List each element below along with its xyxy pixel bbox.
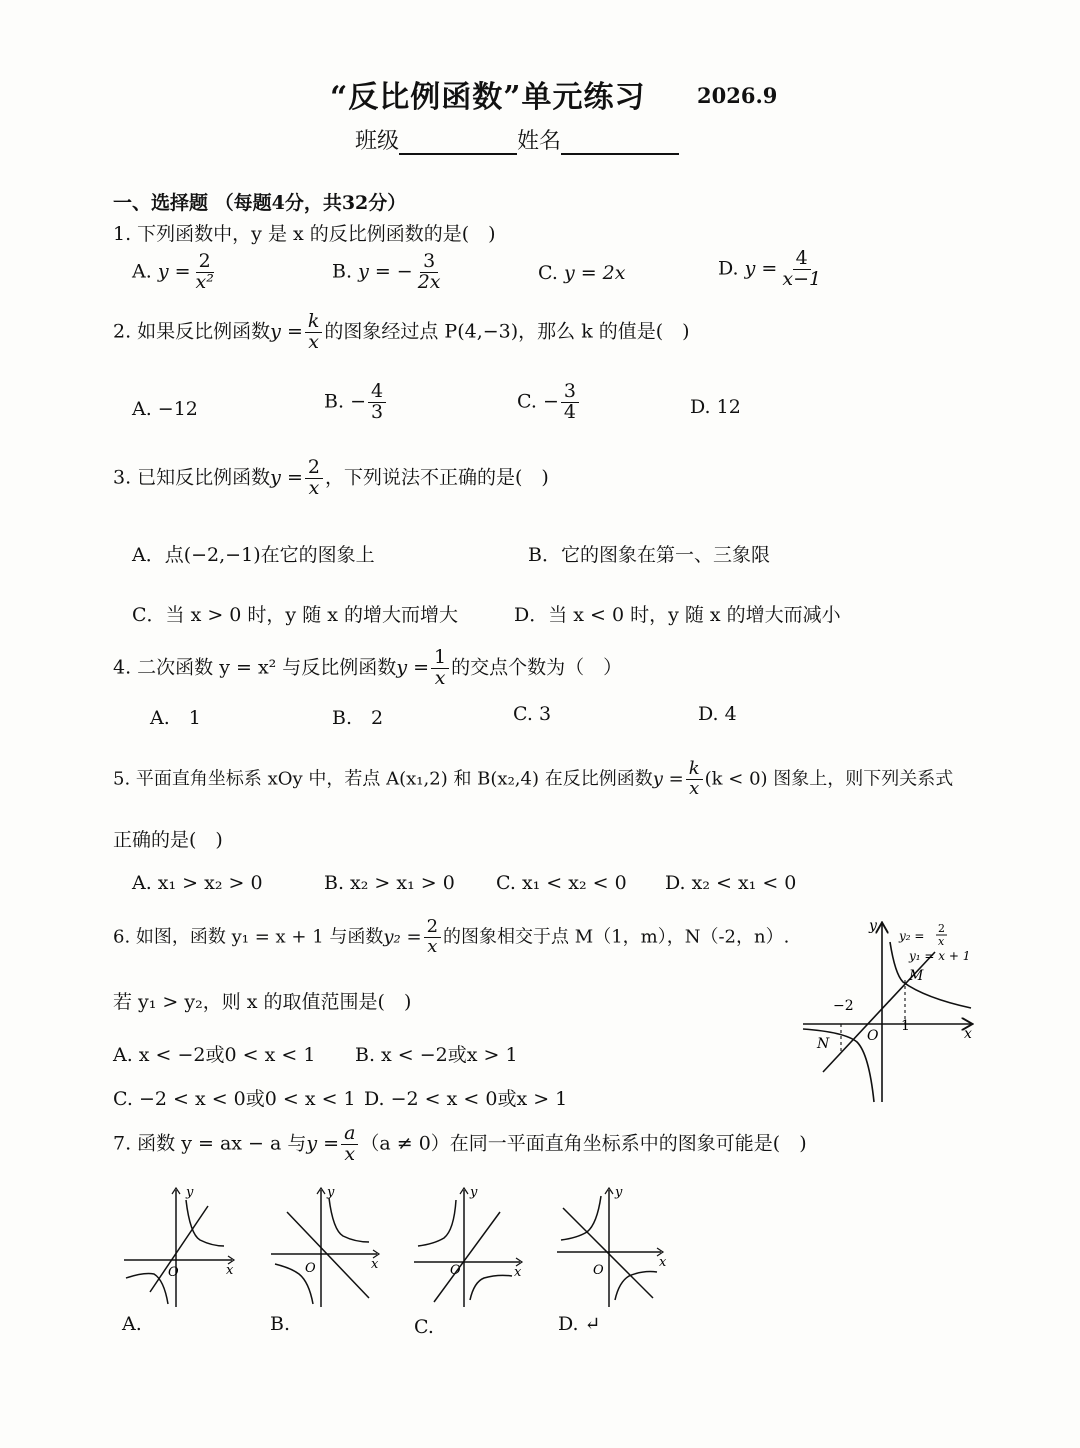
- q7-option-c[interactable]: C.: [414, 1316, 434, 1338]
- q1-option-d: D. y = $\frac{4}{x-1}$: [718, 247, 822, 290]
- svg-text:y: y: [470, 1185, 478, 1200]
- q3-stem: 3. 已知反比例函数y = $\frac{2}{x}$ ，下列说法不正确的是( ): [113, 456, 549, 499]
- q4-stem: 4. 二次函数 y = x² 与反比例函数y = $\frac{1}{x}$ 的交点个数为（ ）: [113, 646, 623, 689]
- q3-option-c: C．当 x > 0 时，y 随 x 的增大而增大: [132, 604, 458, 626]
- q7-graph-d: [553, 1182, 673, 1312]
- q4-option-a: A. 1: [150, 707, 201, 729]
- q2-option-c: C. − $\frac{3}{4}$: [517, 382, 581, 423]
- point-m-label: M: [909, 968, 924, 984]
- class-blank[interactable]: [399, 131, 517, 155]
- q2-stem: 2. 如果反比例函数y = $\frac{k}{x}$ 的图象经过点 P(4,−3)，那么 k 的值是( ): [113, 310, 690, 353]
- q6-option-d: D. −2 < x < 0或x > 1: [364, 1088, 568, 1110]
- origin-label: O: [867, 1028, 879, 1044]
- y-axis-label: y: [869, 918, 877, 934]
- svg-text:O: O: [450, 1263, 461, 1278]
- y2-den: x: [938, 935, 945, 948]
- q7-stem: 7. 函数 y = ax − a 与y = $\frac{a}{x}$ （a ≠ 0）在同一平面直角坐标系中的图象可能是( ): [113, 1122, 807, 1165]
- q1-option-a: A. y = $\frac{2}{\text{x²}}$: [132, 250, 214, 293]
- svg-text:x: x: [514, 1265, 522, 1280]
- y2-label: y₂ =: [899, 929, 925, 943]
- q5-stem: 5. 平面直角坐标系 xOy 中，若点 A(x₁,2) 和 B(x₂,4) 在反比例函数y = $\frac{k}{x}$ (k < 0) 图象上，则下列关系式: [113, 758, 954, 799]
- exam-date: 2026.9: [697, 83, 778, 108]
- name-blank[interactable]: [561, 131, 679, 155]
- svg-text:O: O: [305, 1261, 316, 1276]
- q7-graph-a: [120, 1182, 240, 1312]
- q6-stem: 6. 如图，函数 y₁ = x + 1 与函数y₂ = $\frac{2}{x}$ 的图象相交于点 M（1，m），N（-2，n）.: [113, 916, 790, 957]
- q3-option-b: B．它的图象在第一、三象限: [528, 544, 770, 566]
- q4-option-c: C. 3: [513, 703, 552, 725]
- q7-graph-b: [265, 1182, 385, 1312]
- tick-1: 1: [901, 1018, 910, 1034]
- point-n-label: N: [817, 1036, 830, 1052]
- q6-stem-line2: 若 y₁ > y₂，则 x 的取值范围是( ): [113, 991, 412, 1013]
- hyperbola-branch-q3: [803, 1029, 874, 1102]
- class-label: 班级: [355, 129, 400, 154]
- section-title: 一、选择题 （每题4分，共32分）: [113, 192, 407, 214]
- q2-option-a: A. −12: [132, 398, 198, 420]
- q6-option-c: C. −2 < x < 0或0 < x < 1: [113, 1088, 356, 1110]
- q3-option-a: A．点(−2,−1)在它的图象上: [132, 544, 375, 566]
- q5-option-d: D. x₂ < x₁ < 0: [665, 872, 797, 894]
- svg-text:y: y: [186, 1185, 194, 1200]
- q4-option-d: D. 4: [698, 703, 737, 725]
- svg-text:y: y: [615, 1185, 623, 1200]
- q1-stem: 1. 下列函数中，y 是 x 的反比例函数的是( ): [113, 223, 496, 245]
- x-axis-label: x: [964, 1026, 972, 1042]
- tick-neg2: −2: [833, 998, 854, 1014]
- y1-label: y₁ = x + 1: [909, 949, 971, 963]
- q6-option-a: A. x < −2或0 < x < 1: [113, 1044, 316, 1066]
- q2-option-d: D. 12: [690, 396, 741, 418]
- q2-option-b: B. − $\frac{4}{3}$: [324, 382, 388, 423]
- svg-text:x: x: [226, 1263, 234, 1278]
- q1-option-c: C. y = 2x: [538, 262, 626, 284]
- student-info-row: [355, 124, 679, 155]
- q5-option-b: B. x₂ > x₁ > 0: [324, 872, 455, 894]
- q6-option-b: B. x < −2或x > 1: [355, 1044, 518, 1066]
- q4-option-b: B. 2: [332, 707, 384, 729]
- q5-option-c: C. x₁ < x₂ < 0: [496, 872, 627, 894]
- q5-option-a: A. x₁ > x₂ > 0: [132, 872, 263, 894]
- q7-option-a[interactable]: A.: [122, 1313, 142, 1335]
- y2-num: 2: [938, 922, 945, 935]
- svg-text:O: O: [168, 1265, 179, 1280]
- q7-option-b[interactable]: B.: [270, 1313, 291, 1335]
- q7-graph-c: [408, 1182, 528, 1312]
- q3-option-d: D．当 x < 0 时，y 随 x 的增大而减小: [514, 604, 841, 626]
- name-label: 姓名: [517, 129, 562, 154]
- svg-text:y: y: [327, 1185, 335, 1200]
- q6-figure: [795, 912, 995, 1107]
- q5-stem-line2: 正确的是( ): [113, 829, 223, 851]
- q7-option-d[interactable]: D. ↵: [558, 1313, 601, 1335]
- q1-option-b: B. y = − $\frac{3}{2x}$: [332, 250, 441, 293]
- svg-text:x: x: [659, 1255, 667, 1270]
- page-title: “反比例函数”单元练习: [330, 80, 646, 115]
- svg-text:x: x: [371, 1257, 379, 1272]
- svg-text:O: O: [593, 1263, 604, 1278]
